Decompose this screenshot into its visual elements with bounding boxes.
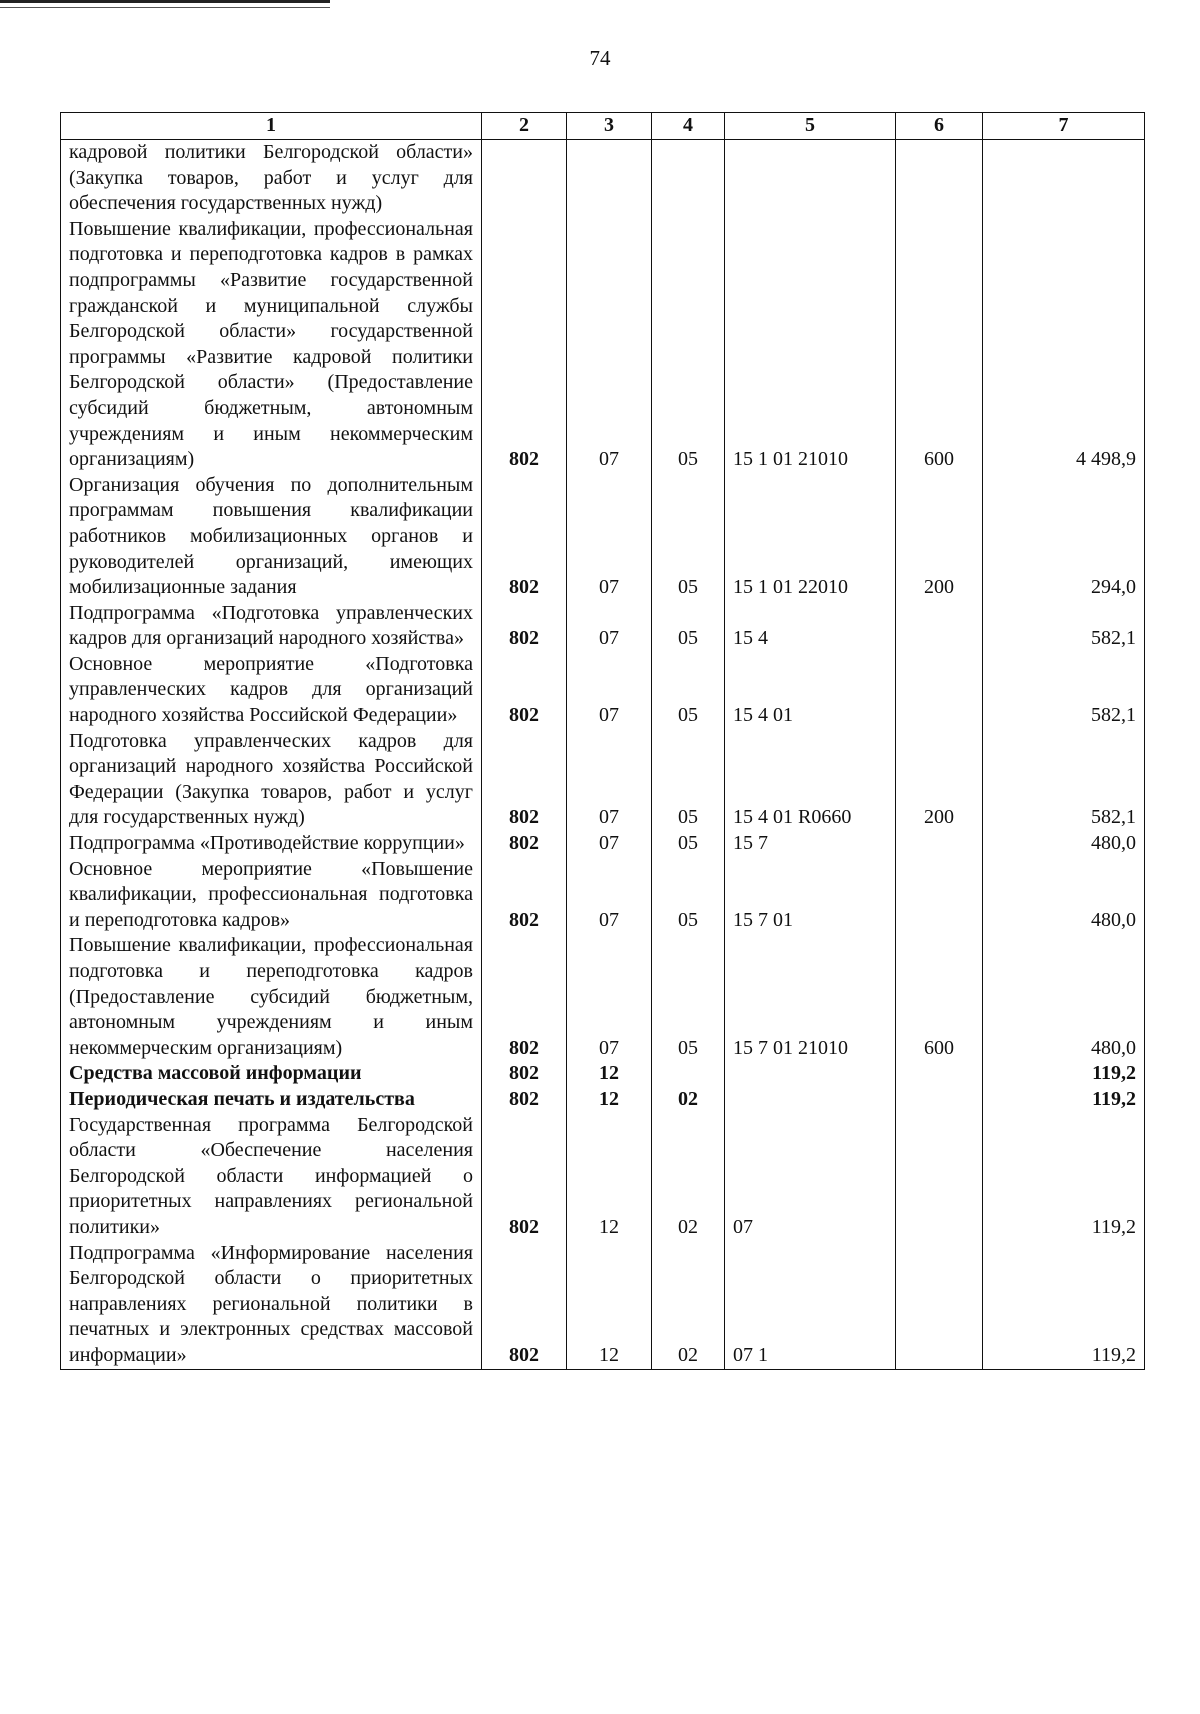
- row-target-article: 15 7 01: [725, 857, 896, 934]
- row-section: 12: [567, 1241, 652, 1369]
- row-expense-type: [896, 1061, 983, 1087]
- row-name: Основное мероприятие «Подготовка управленческих кадров для организаций народного хозяйства Российской Федерации»: [61, 652, 482, 729]
- header-row: [61, 113, 1145, 140]
- row-amount: 480,0: [983, 831, 1145, 857]
- row-code-ministry: 802: [482, 729, 567, 831]
- row-target-article: 15 1 01 22010: [725, 473, 896, 601]
- column-header-5: 5: [725, 113, 896, 140]
- row-section: [567, 140, 652, 217]
- row-section: 07: [567, 473, 652, 601]
- table-row: [61, 217, 1145, 473]
- row-name: Повышение квалификации, профессиональная подготовка и переподготовка кадров в рамках подпрограммы «Развитие государственной гражданской и муниципальной службы Белгородской области» государственной программы «Развитие кадровой политики Белгородской области» (Предоставление субсидий бюджетным, автономным учреждениям и иным некоммерческим организациям): [61, 217, 482, 473]
- row-section: 12: [567, 1113, 652, 1241]
- row-amount: 582,1: [983, 729, 1145, 831]
- row-section: 07: [567, 729, 652, 831]
- table-row: [61, 140, 1145, 217]
- page-number: 74: [589, 46, 611, 70]
- row-code-ministry: 802: [482, 933, 567, 1061]
- row-amount: 294,0: [983, 473, 1145, 601]
- column-header-6: 6: [896, 113, 983, 140]
- table-row: [61, 1241, 1145, 1369]
- table-row-section: [61, 1061, 1145, 1087]
- row-code-ministry: 802: [482, 601, 567, 652]
- row-expense-type: [896, 1113, 983, 1241]
- row-code-ministry: 802: [482, 1113, 567, 1241]
- row-expense-type: [896, 601, 983, 652]
- row-amount: 119,2: [983, 1113, 1145, 1241]
- table-row: [61, 831, 1145, 857]
- row-subsection: 05: [652, 831, 725, 857]
- row-subsection: 05: [652, 857, 725, 934]
- row-subsection: 02: [652, 1087, 725, 1113]
- row-subsection: 05: [652, 473, 725, 601]
- row-target-article: 15 7 01 21010: [725, 933, 896, 1061]
- table-row-section: [61, 1087, 1145, 1113]
- row-expense-type: [896, 652, 983, 729]
- column-header-3: 3: [567, 113, 652, 140]
- row-subsection: [652, 140, 725, 217]
- row-section: 07: [567, 857, 652, 934]
- row-name: кадровой политики Белгородской области» (Закупка товаров, работ и услуг для обеспечения государственных нужд): [61, 140, 482, 217]
- row-amount: 119,2: [983, 1087, 1145, 1113]
- row-code-ministry: [482, 140, 567, 217]
- row-target-article: [725, 140, 896, 217]
- row-code-ministry: 802: [482, 652, 567, 729]
- row-subsection: 05: [652, 933, 725, 1061]
- scan-edge-line: [0, 0, 330, 3]
- row-section: 07: [567, 933, 652, 1061]
- row-name: Основное мероприятие «Повышение квалификации, профессиональная подготовка и переподготовка кадров»: [61, 857, 482, 934]
- row-name: Повышение квалификации, профессиональная подготовка и переподготовка кадров (Предоставление субсидий бюджетным, автономным учреждениям и иным некоммерческим организациям): [61, 933, 482, 1061]
- scan-edge-line-thin: [0, 7, 330, 8]
- row-amount: 582,1: [983, 601, 1145, 652]
- row-code-ministry: 802: [482, 1087, 567, 1113]
- row-target-article: [725, 1061, 896, 1087]
- column-header-2: 2: [482, 113, 567, 140]
- row-subsection: 05: [652, 652, 725, 729]
- row-code-ministry: 802: [482, 1241, 567, 1369]
- row-amount: 4 498,9: [983, 217, 1145, 473]
- row-subsection: [652, 1061, 725, 1087]
- row-section: 07: [567, 652, 652, 729]
- row-target-article: [725, 1087, 896, 1113]
- table-row: [61, 729, 1145, 831]
- row-target-article: 07 1: [725, 1241, 896, 1369]
- row-name: Государственная программа Белгородской области «Обеспечение населения Белгородской области информацией о приоритетных направлениях региональной политики»: [61, 1113, 482, 1241]
- row-name: Подготовка управленческих кадров для организаций народного хозяйства Российской Федерации (Закупка товаров, работ и услуг для государственных нужд): [61, 729, 482, 831]
- row-expense-type: [896, 1087, 983, 1113]
- row-amount: 119,2: [983, 1061, 1145, 1087]
- row-name: Организация обучения по дополнительным программам повышения квалификации работников мобилизационных органов и руководителей организаций, имеющих мобилизационные задания: [61, 473, 482, 601]
- row-amount: 480,0: [983, 933, 1145, 1061]
- row-target-article: 07: [725, 1113, 896, 1241]
- row-section: 12: [567, 1087, 652, 1113]
- row-section: 07: [567, 831, 652, 857]
- row-code-ministry: 802: [482, 857, 567, 934]
- row-name: Подпрограмма «Противодействие коррупции»: [61, 831, 482, 857]
- row-section: 07: [567, 217, 652, 473]
- table-row: [61, 857, 1145, 934]
- table-header: [61, 113, 1145, 140]
- row-name: Средства массовой информации: [61, 1061, 482, 1087]
- row-target-article: 15 7: [725, 831, 896, 857]
- table-row: [61, 473, 1145, 601]
- table-row: [61, 601, 1145, 652]
- row-target-article: 15 4: [725, 601, 896, 652]
- row-target-article: 15 4 01 R0660: [725, 729, 896, 831]
- row-amount: 119,2: [983, 1241, 1145, 1369]
- row-subsection: 02: [652, 1241, 725, 1369]
- row-amount: [983, 140, 1145, 217]
- row-name: Подпрограмма «Подготовка управленческих кадров для организаций народного хозяйства»: [61, 601, 482, 652]
- row-subsection: 05: [652, 729, 725, 831]
- row-subsection: 05: [652, 601, 725, 652]
- row-code-ministry: 802: [482, 831, 567, 857]
- row-code-ministry: 802: [482, 473, 567, 601]
- row-expense-type: 200: [896, 473, 983, 601]
- table-row: [61, 933, 1145, 1061]
- row-expense-type: [896, 857, 983, 934]
- column-header-7: 7: [983, 113, 1145, 140]
- budget-table: [60, 112, 1145, 1370]
- table-row: [61, 1113, 1145, 1241]
- row-section: 07: [567, 601, 652, 652]
- row-code-ministry: 802: [482, 217, 567, 473]
- row-name: Периодическая печать и издательства: [61, 1087, 482, 1113]
- row-subsection: 05: [652, 217, 725, 473]
- row-expense-type: [896, 831, 983, 857]
- row-expense-type: 200: [896, 729, 983, 831]
- row-expense-type: [896, 140, 983, 217]
- row-expense-type: 600: [896, 933, 983, 1061]
- column-header-4: 4: [652, 113, 725, 140]
- row-name: Подпрограмма «Информирование населения Белгородской области о приоритетных направлениях региональной политики в печатных и электронных средствах массовой информации»: [61, 1241, 482, 1369]
- row-subsection: 02: [652, 1113, 725, 1241]
- row-section: 12: [567, 1061, 652, 1087]
- row-expense-type: 600: [896, 217, 983, 473]
- row-target-article: 15 4 01: [725, 652, 896, 729]
- row-amount: 582,1: [983, 652, 1145, 729]
- row-expense-type: [896, 1241, 983, 1369]
- table-body: [61, 140, 1145, 1370]
- row-code-ministry: 802: [482, 1061, 567, 1087]
- row-amount: 480,0: [983, 857, 1145, 934]
- column-header-1: 1: [61, 113, 482, 140]
- row-target-article: 15 1 01 21010: [725, 217, 896, 473]
- table-row: [61, 652, 1145, 729]
